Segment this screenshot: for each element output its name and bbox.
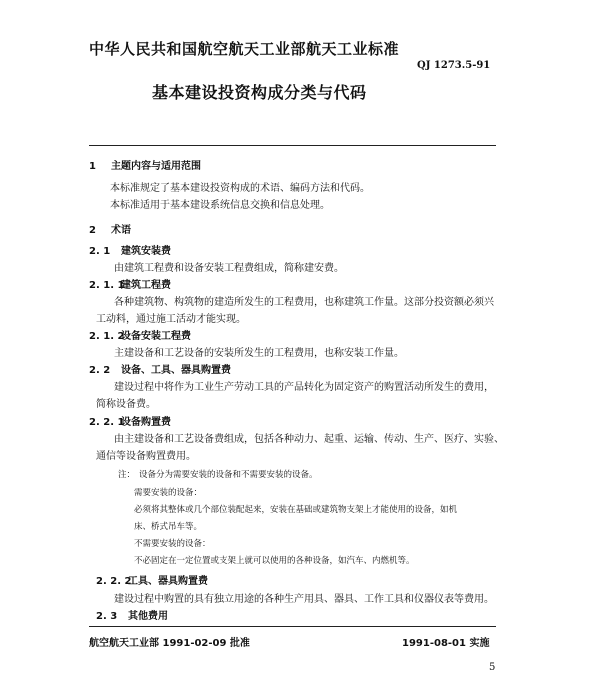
section-title: 设备、工具、器具购置费 xyxy=(121,365,231,376)
section-number: 1 xyxy=(89,161,96,172)
section-title: 设备购置费 xyxy=(121,417,171,428)
section-title: 设备安装工程费 xyxy=(121,331,191,342)
section-2-2-line-2: 简称设备费。 xyxy=(96,399,156,410)
section-2-3-heading xyxy=(96,607,168,622)
section-2-1-2-heading xyxy=(89,327,191,342)
section-title: 工具、器具购置费 xyxy=(128,576,208,587)
note-line-4: 床、桥式吊车等。 xyxy=(134,522,203,532)
ministry-standard-heading: 中华人民共和国航空航天工业部航天工业标准 xyxy=(89,40,400,58)
document-title: 基本建设投资构成分类与代码 xyxy=(152,83,367,102)
note-line-1 xyxy=(118,468,318,480)
section-1-heading xyxy=(89,157,201,172)
section-2-1-1-line-1: 各种建筑物、构筑物的建造所发生的工程费用，也称建筑工作量。这部分投资额必须兴 xyxy=(114,297,494,308)
section-2-2-line-1: 建设过程中将作为工业生产劳动工具的产品转化为固定资产的购置活动所发生的费用， xyxy=(114,382,494,393)
section-2-heading xyxy=(89,221,131,236)
section-2-2-heading xyxy=(89,361,231,376)
note-line-2: 需要安装的设备： xyxy=(134,488,203,498)
section-1-para-1: 本标准规定了基本建设投资构成的术语、编码方法和代码。 xyxy=(110,183,370,194)
section-2-1-1-line-2: 工动料，通过施工活动才能实现。 xyxy=(96,314,246,325)
section-2-2-1-line-1: 由主建设备和工艺设备费组成，包括各种动力、起重、运输、传动、生产、医疗、实验、 xyxy=(114,434,504,445)
section-title: 主题内容与适用范围 xyxy=(111,161,201,172)
approval-date: 航空航天工业部 1991-02-09 批准 xyxy=(89,638,250,649)
note-text: 设备分为需要安装的设备和不需要安装的设备。 xyxy=(139,470,318,480)
section-title: 术语 xyxy=(111,225,131,236)
note-line-6: 不必固定在一定位置或支架上就可以使用的各种设备，如汽车、内燃机等。 xyxy=(134,556,415,566)
section-2-1-para: 由建筑工程费和设备安装工程费组成，简称建安费。 xyxy=(114,263,344,274)
note-line-3: 必须将其整体或几个部位装配起来，安装在基础或建筑物支架上才能使用的设备，如机 xyxy=(134,505,458,515)
section-number: 2. 2. 1 xyxy=(89,417,125,428)
section-number: 2. 1. 1 xyxy=(89,280,125,291)
section-title: 其他费用 xyxy=(128,611,168,622)
section-title: 建筑安装费 xyxy=(121,246,171,257)
footer-divider xyxy=(89,626,496,627)
section-2-1-heading xyxy=(89,242,171,257)
implementation-date: 1991-08-01 实施 xyxy=(402,638,490,649)
standard-number: QJ 1273.5-91 xyxy=(417,60,491,71)
note-line-5: 不需要安装的设备： xyxy=(134,539,211,549)
note-label: 注： xyxy=(118,470,136,480)
section-number: 2. 3 xyxy=(96,611,118,622)
section-number: 2. 1. 2 xyxy=(89,331,125,342)
section-2-2-2-heading xyxy=(96,572,208,587)
section-number: 2 xyxy=(89,225,96,236)
section-2-1-2-para: 主建设备和工艺设备的安装所发生的工程费用，也称安装工作量。 xyxy=(114,348,404,359)
section-2-2-1-heading xyxy=(89,413,171,428)
section-number: 2. 2. 2 xyxy=(96,576,132,587)
section-1-para-2: 本标准适用于基本建设系统信息交换和信息处理。 xyxy=(110,200,330,211)
section-2-1-1-heading xyxy=(89,276,171,291)
section-number: 2. 2 xyxy=(89,365,111,376)
section-2-2-1-line-2: 通信等设备购置费用。 xyxy=(96,451,196,462)
page-number: 5 xyxy=(489,662,496,673)
section-title: 建筑工程费 xyxy=(121,280,171,291)
header-divider xyxy=(89,145,496,146)
section-number: 2. 1 xyxy=(89,246,111,257)
section-2-2-2-para: 建设过程中购置的具有独立用途的各种生产用具、器具、工作工具和仪器仪表等费用。 xyxy=(114,594,494,605)
